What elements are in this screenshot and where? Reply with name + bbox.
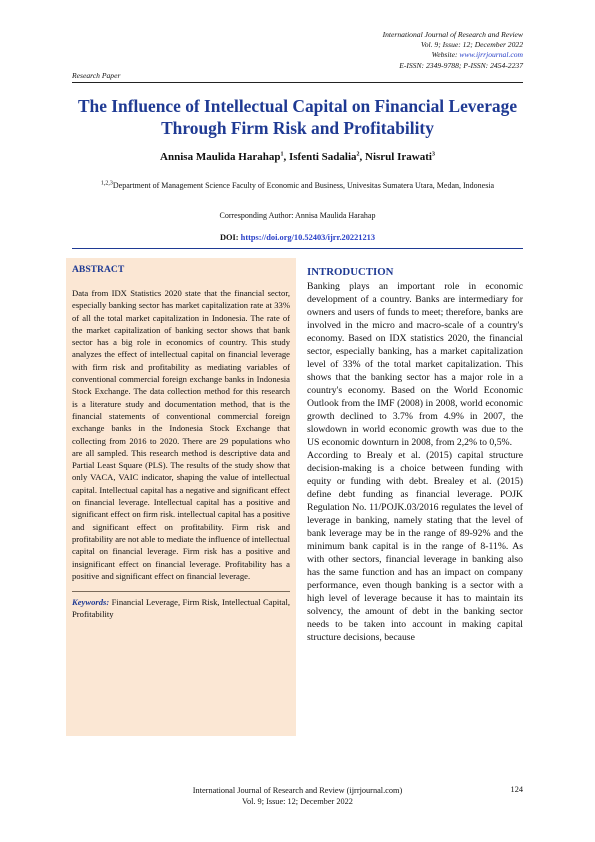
website-link[interactable]: www.ijrrjournal.com <box>459 50 523 60</box>
introduction-heading: INTRODUCTION <box>307 266 394 278</box>
abstract-panel <box>66 258 296 736</box>
journal-issn: E-ISSN: 2349-9788; P-ISSN: 2454-2237 <box>399 60 523 70</box>
author-affiliation-mark: 1 <box>280 151 284 158</box>
author-name: Isfenti Sadalia <box>288 151 357 163</box>
keywords <box>72 596 290 620</box>
affiliation <box>72 180 523 191</box>
paper-title: The Influence of Intellectual Capital on Financial Leverage Through Firm Risk and Profitability <box>77 96 518 138</box>
affiliation-mark: 1,2,3 <box>100 180 113 187</box>
footer-volume: Vol. 9; Issue: 12; December 2022 <box>242 797 353 806</box>
introduction-section <box>307 266 523 644</box>
doi-divider <box>72 248 523 249</box>
journal-name: International Journal of Research and Review <box>382 30 523 39</box>
doi-label: DOI: <box>219 233 241 242</box>
keywords-label: Keywords: <box>72 597 110 608</box>
keywords-text: Financial Leverage, Firm Risk, Intellectual Capital, Profitability <box>72 597 290 620</box>
footer-journal: International Journal of Research and Review (ijrrjournal.com) <box>192 786 403 795</box>
doi-line <box>72 233 523 242</box>
abstract-heading: ABSTRACT <box>72 264 125 275</box>
header-divider <box>72 82 523 83</box>
abstract-divider <box>72 591 290 592</box>
introduction-paragraph: Banking plays an important role in economic development of a country. Banks are intermediary for owners and users of funds to meet; therefore, banks are involved in the micro and macro-scale of a country's economy. Based on IDX statistics 2020, the financial sector, especially banking, has a market capitalization level of 33% of the total market capitalization. This shows that the banking sector has a major role in a country's economy. Based on the World Economic Outlook from the IMF (2008) in 2008, world economic growth declined to 3.7% from 4.9% in 2007, the slowdown in world economic growth was due to the US economic downturn in 2008, from 2,2% to 0,5%. <box>307 281 523 448</box>
author-separator: , <box>359 151 366 163</box>
doi-link[interactable]: https://doi.org/10.52403/ijrr.20221213 <box>240 233 376 242</box>
journal-volume-issue: Vol. 9; Issue: 12; December 2022 <box>420 40 523 50</box>
journal-website <box>383 50 523 60</box>
author-name: Nisrul Irawati <box>365 151 432 163</box>
journal-header <box>383 30 523 71</box>
author-affiliation-mark: 3 <box>431 151 435 158</box>
author-affiliation-mark: 2 <box>356 151 360 158</box>
page-footer <box>72 785 523 807</box>
paper-type: Research Paper <box>72 71 121 80</box>
affiliation-text: Department of Management Science Faculty of Economic and Business, Univesitas Sumatera Utara, Medan, Indonesia <box>112 181 495 190</box>
introduction-paragraph: According to Brealy et al. (2015) capital structure decision-making is a choice between funding with equity or funding with debt. Brealey et al. (2015) define debt funding as financial leverage. POJK Regulation No. 11/POJK.03/2016 regulates the level of leverage in banking, namely stating that the level of bank leverage may be in the range of 89-92% and the minimum bank capital is in the range of 8-11%. As with other sectors, financial leverage in banking also has the same function and has an impact on company performance, even though banking is a sector with a high level of leverage because it has to maintain its solvency, the amount of debt in the banking sector needs to be taken into account in making capital structure decisions, because <box>307 450 523 643</box>
corresponding-author: Corresponding Author: Annisa Maulida Harahap <box>219 211 376 220</box>
website-label: Website: <box>431 50 460 60</box>
page-number: 124 <box>510 785 523 794</box>
author-separator: , <box>283 151 289 163</box>
author-list <box>60 151 535 163</box>
author-name: Annisa Maulida Harahap <box>160 151 281 163</box>
abstract-paragraph: Data from IDX Statistics 2020 state that the financial sector, especially banking sector has market capitalization rate at 33% of all the total market capitalization in Indonesia. The rate of the market capitalization of banking sector shows that bank sector has a big role in economics of country. This study analyzes the effect of intellectual capital on financial leverage with firm risk and profitability as mediating variables of conventional commercial foreign exchange banks in Indonesia Stock Exchange. The data collection method for this research is a literature study and documentation method, that is the financial statements of conventional commercial foreign exchange banks in the Indonesia Stock Exchange that collecting from 2016 to 2020. There are 29 populations who are all sampled. This research method is descriptive data and Partial Least Square (PLS). The results of the study show that only VACA, VAIC indicator, shaping the value of intellectual capital. Intellectual capital has a negative and significant effect on financial leverage. Intellectual capital has a positive and significant effect on firm risk. intellectual capital has a positive and significant effect on profitability. Firm risk and profitability are not able to mediate the influence of intellectual capital on financial leverage. Firm risk has a positive and insignificant effect on financial leverage. Profitability has a positive and significant effect on financial leverage. <box>72 288 290 581</box>
